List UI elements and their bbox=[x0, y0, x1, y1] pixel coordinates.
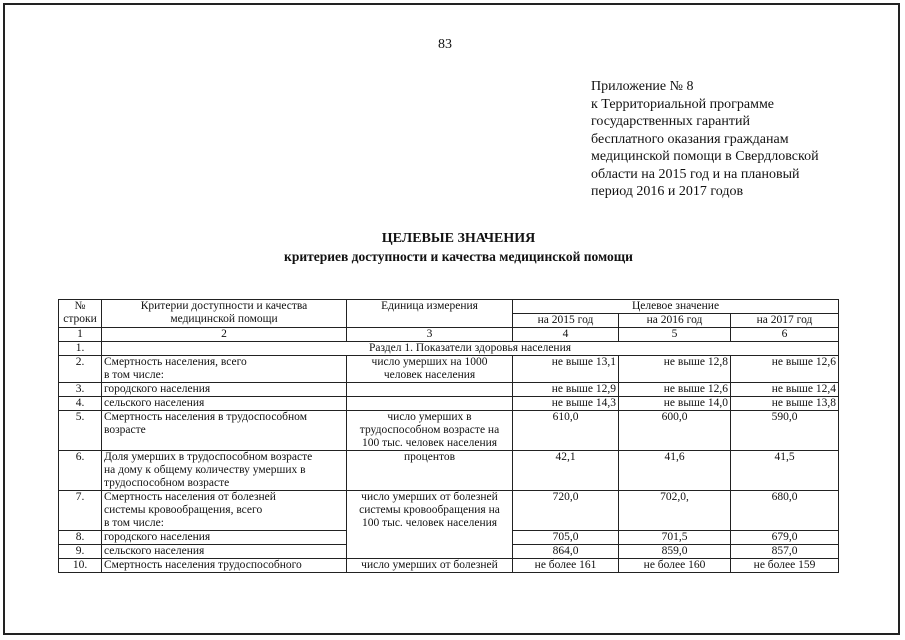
criteria-line: Доля умерших в трудоспособном возрасте bbox=[104, 451, 313, 463]
page-number: 83 bbox=[438, 37, 452, 52]
criteria-cell bbox=[102, 451, 347, 491]
header-text: № bbox=[74, 300, 86, 312]
value-2017: не выше 13,8 bbox=[731, 397, 839, 411]
column-number-row bbox=[59, 328, 839, 342]
value-2015: 42,1 bbox=[513, 451, 619, 491]
unit-cell: процентов bbox=[347, 451, 513, 491]
value-2015: не выше 14,3 bbox=[513, 397, 619, 411]
value-2017: 679,0 bbox=[731, 531, 839, 545]
table-row bbox=[59, 491, 839, 531]
unit-line: число умерших на 1000 bbox=[371, 356, 488, 368]
criteria-cell bbox=[102, 356, 347, 383]
value-2017: 590,0 bbox=[731, 411, 839, 451]
column-number: 3 bbox=[347, 328, 513, 342]
row-number: 3. bbox=[59, 383, 102, 397]
section-title: Раздел 1. Показатели здоровья населения bbox=[102, 342, 839, 356]
criteria-line: Смертность населения в трудоспособном bbox=[104, 411, 307, 423]
unit-cell bbox=[347, 356, 513, 383]
appendix-line: бесплатного оказания гражданам bbox=[591, 131, 789, 147]
value-2017: не более 159 bbox=[731, 559, 839, 573]
value-2017: 680,0 bbox=[731, 491, 839, 531]
value-2015: не более 161 bbox=[513, 559, 619, 573]
value-2016: 701,5 bbox=[619, 531, 731, 545]
criteria-line: трудоспособном возрасте bbox=[104, 477, 230, 489]
column-number: 1 bbox=[59, 328, 102, 342]
criteria-line: системы кровообращения, всего bbox=[104, 504, 263, 516]
unit-line: системы кровообращения на bbox=[359, 504, 500, 516]
row-number: 2. bbox=[59, 356, 102, 383]
row-number: 8. bbox=[59, 531, 102, 545]
value-2015: 610,0 bbox=[513, 411, 619, 451]
criteria-cell: городского населения bbox=[102, 531, 347, 545]
row-number: 5. bbox=[59, 411, 102, 451]
row-number: 6. bbox=[59, 451, 102, 491]
column-number: 4 bbox=[513, 328, 619, 342]
row-number: 4. bbox=[59, 397, 102, 411]
table-row bbox=[59, 411, 839, 451]
criteria-line: на дому к общему количеству умерших в bbox=[104, 464, 306, 476]
value-2016: 702,0, bbox=[619, 491, 731, 531]
header-criteria bbox=[102, 300, 347, 328]
column-number: 6 bbox=[731, 328, 839, 342]
value-2017: не выше 12,6 bbox=[731, 356, 839, 383]
appendix-line: Приложение № 8 bbox=[591, 79, 694, 94]
value-2015: 720,0 bbox=[513, 491, 619, 531]
row-number: 7. bbox=[59, 491, 102, 531]
value-2015: 864,0 bbox=[513, 545, 619, 559]
appendix-line: медицинской помощи в Свердловской bbox=[591, 149, 819, 164]
value-2016: не выше 12,6 bbox=[619, 383, 731, 397]
header-unit: Единица измерения bbox=[347, 300, 513, 328]
appendix-line: области на 2015 год и на плановый bbox=[591, 166, 800, 182]
criteria-cell: Смертность населения трудоспособного bbox=[102, 559, 347, 573]
header-row bbox=[59, 300, 839, 314]
value-2016: не выше 14,0 bbox=[619, 397, 731, 411]
row-number: 10. bbox=[59, 559, 102, 573]
criteria-cell bbox=[102, 411, 347, 451]
section-row bbox=[59, 342, 839, 356]
criteria-cell bbox=[102, 491, 347, 531]
value-2017: 41,5 bbox=[731, 451, 839, 491]
header-text: медицинской помощи bbox=[170, 313, 278, 325]
value-2016: 859,0 bbox=[619, 545, 731, 559]
document-subtitle: критериев доступности и качества медицинской помощи bbox=[284, 249, 633, 264]
appendix-note bbox=[591, 78, 861, 201]
value-2017: 857,0 bbox=[731, 545, 839, 559]
column-number: 2 bbox=[102, 328, 347, 342]
unit-cell: число умерших от болезней bbox=[347, 559, 513, 573]
unit-cell bbox=[347, 491, 513, 559]
row-number: 1. bbox=[59, 342, 102, 356]
unit-line: трудоспособном возрасте на bbox=[359, 424, 500, 436]
criteria-line: Смертность населения, всего bbox=[104, 356, 247, 368]
unit-line: 100 тыс. человек населения bbox=[361, 437, 498, 449]
document-title: ЦЕЛЕВЫЕ ЗНАЧЕНИЯ bbox=[381, 231, 536, 246]
header-2017: на 2017 год bbox=[731, 314, 839, 328]
header-target-value: Целевое значение bbox=[513, 300, 839, 314]
value-2016: 41,6 bbox=[619, 451, 731, 491]
value-2015: не выше 13,1 bbox=[513, 356, 619, 383]
value-2016: не более 160 bbox=[619, 559, 731, 573]
appendix-line: государственных гарантий bbox=[591, 114, 750, 129]
header-2016: на 2016 год bbox=[619, 314, 731, 328]
appendix-line: период 2016 и 2017 годов bbox=[591, 184, 744, 199]
table-row bbox=[59, 397, 839, 411]
header-text: Критерии доступности и качества bbox=[140, 300, 308, 312]
header-2015: на 2015 год bbox=[513, 314, 619, 328]
unit-line: человек населения bbox=[383, 369, 476, 381]
unit-line: 100 тыс. человек населения bbox=[361, 517, 498, 529]
table-row bbox=[59, 383, 839, 397]
appendix-line: к Территориальной программе bbox=[591, 96, 775, 112]
header-text: строки bbox=[63, 313, 97, 325]
unit-cell bbox=[347, 411, 513, 451]
header-row-number bbox=[59, 300, 102, 328]
row-number: 9. bbox=[59, 545, 102, 559]
criteria-table bbox=[58, 299, 839, 573]
unit-line: число умерших в bbox=[387, 411, 472, 423]
criteria-line: в том числе: bbox=[104, 369, 164, 381]
value-2016: 600,0 bbox=[619, 411, 731, 451]
table-row bbox=[59, 451, 839, 491]
unit-cell bbox=[347, 397, 513, 411]
criteria-line: возрасте bbox=[104, 424, 146, 436]
criteria-line: Смертность населения от болезней bbox=[104, 491, 276, 503]
value-2016: не выше 12,8 bbox=[619, 356, 731, 383]
table-row bbox=[59, 356, 839, 383]
table-row bbox=[59, 559, 839, 573]
value-2015: 705,0 bbox=[513, 531, 619, 545]
value-2015: не выше 12,9 bbox=[513, 383, 619, 397]
unit-line: число умерших от болезней bbox=[361, 491, 498, 503]
criteria-cell: сельского населения bbox=[102, 397, 347, 411]
column-number: 5 bbox=[619, 328, 731, 342]
criteria-cell: городского населения bbox=[102, 383, 347, 397]
unit-cell bbox=[347, 383, 513, 397]
criteria-cell: сельского населения bbox=[102, 545, 347, 559]
value-2017: не выше 12,4 bbox=[731, 383, 839, 397]
criteria-line: в том числе: bbox=[104, 517, 164, 529]
